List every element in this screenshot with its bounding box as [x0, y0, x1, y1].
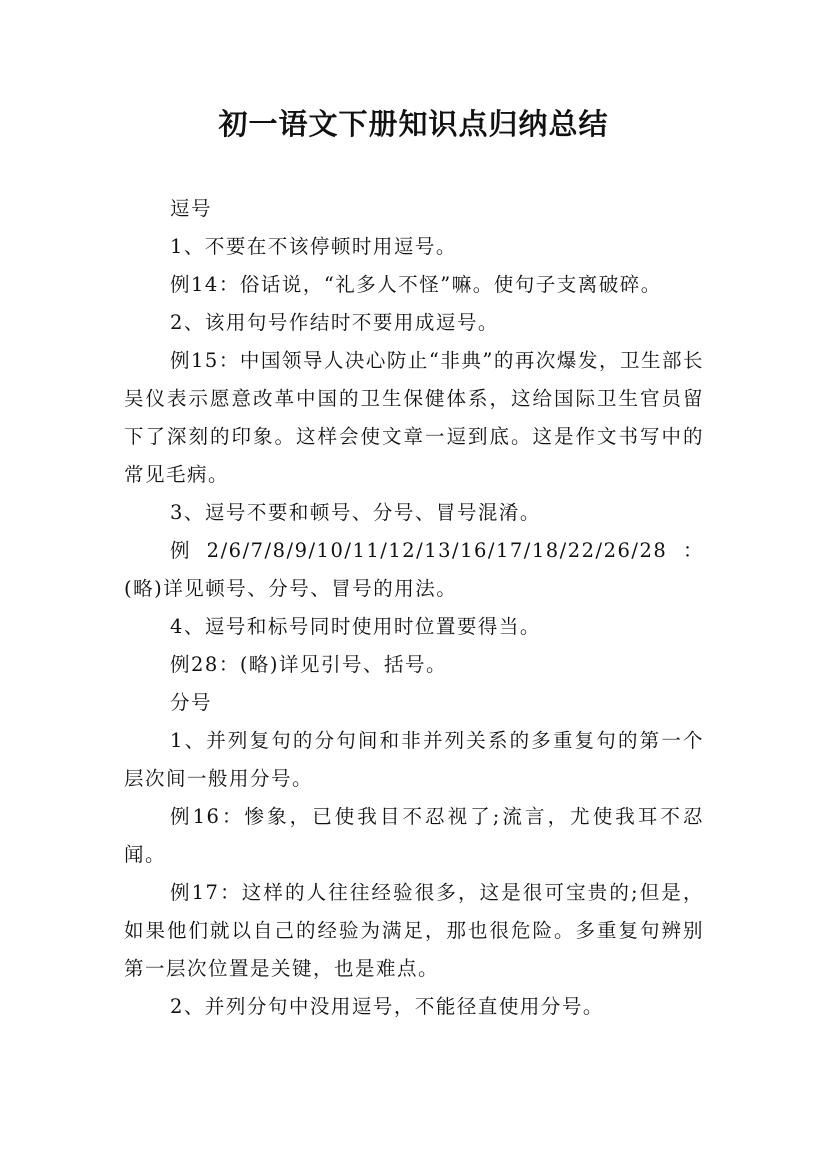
- example-paragraph: 例14：俗话说，“礼多人不怪”嘛。使句子支离破碎。: [170, 273, 662, 296]
- example-paragraph: 例16：惨象，已使我目不忍视了;流言，尤使我耳不忍闻。: [124, 805, 704, 866]
- document-title: 初一语文下册知识点归纳总结: [218, 107, 609, 141]
- rule-paragraph: 2、该用句号作结时不要用成逗号。: [170, 311, 499, 334]
- rule-paragraph: 2、并列分句中没用逗号，不能径直使用分号。: [170, 995, 604, 1018]
- document-body: [124, 190, 704, 1026]
- example-paragraph: 例28：(略)详见引号、括号。: [170, 653, 448, 676]
- rule-paragraph: 3、逗号不要和顿号、分号、冒号混淆。: [170, 501, 541, 524]
- example-paragraph: 例2/6/7/8/9/10/11/12/13/16/17/18/22/26/28：(略)详见顿号、分号、冒号的用法。: [124, 539, 704, 600]
- section-heading-semicolon: 分号: [170, 691, 213, 714]
- section-heading-comma: 逗号: [170, 197, 213, 220]
- rule-paragraph: 1、并列复句的分句间和非并列关系的多重复句的第一个层次间一般用分号。: [124, 729, 704, 790]
- example-paragraph: 例15：中国领导人决心防止“非典”的再次爆发，卫生部长吴仪表示愿意改革中国的卫生保健体系，这给国际卫生官员留下了深刻的印象。这样会使文章一逗到底。这是作文书写中的常见毛病。: [124, 349, 704, 486]
- rule-paragraph: 1、不要在不该停顿时用逗号。: [170, 235, 457, 258]
- example-paragraph: 例17：这样的人往往经验很多，这是很可宝贵的;但是，如果他们就以自己的经验为满足，那也很危险。多重复句辨别第一层次位置是关键，也是难点。: [124, 881, 704, 980]
- rule-paragraph: 4、逗号和标号同时使用时位置要得当。: [170, 615, 541, 638]
